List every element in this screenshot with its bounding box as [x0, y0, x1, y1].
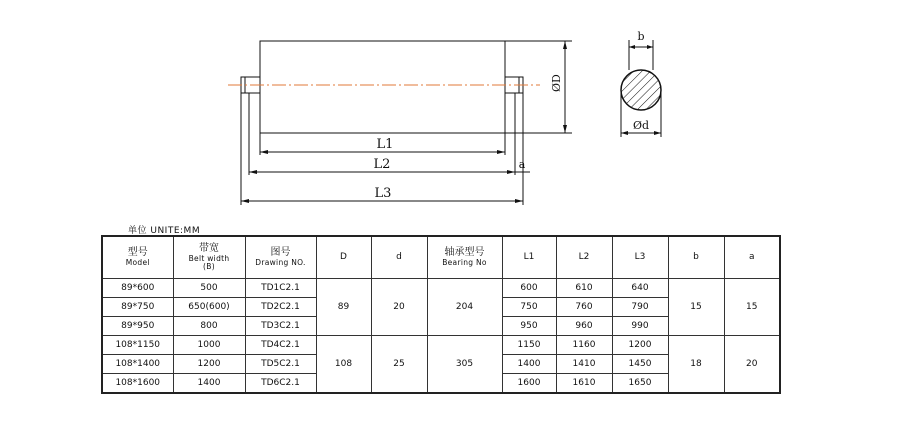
l2-label: L2 [373, 157, 391, 172]
header-model: 型号 Model [102, 236, 173, 279]
cell-drawing-no: TD5C2.1 [245, 355, 316, 374]
cell-L3: 990 [612, 317, 668, 336]
D-label: ØD [550, 74, 563, 92]
cell-model: 108*1400 [102, 355, 173, 374]
cell-L3: 1450 [612, 355, 668, 374]
cell-belt-width: 1200 [173, 355, 245, 374]
shaft-cross-section [621, 30, 661, 137]
header-belt-width: 带宽 Belt width (B) [173, 236, 245, 279]
cell-D: 89 [316, 279, 371, 336]
table-row [102, 336, 780, 355]
header-b: b [668, 236, 724, 279]
cell-a: 15 [724, 279, 780, 336]
table-row [102, 279, 780, 298]
cell-belt-width: 1000 [173, 336, 245, 355]
cell-drawing-no: TD1C2.1 [245, 279, 316, 298]
cell-L3: 1650 [612, 374, 668, 394]
header-bearing: 轴承型号 Bearing No [427, 236, 502, 279]
cell-L2: 960 [556, 317, 612, 336]
cell-L1: 1150 [502, 336, 556, 355]
cell-L1: 1600 [502, 374, 556, 394]
header-d: d [371, 236, 427, 279]
cell-model: 89*600 [102, 279, 173, 298]
cell-b: 15 [668, 279, 724, 336]
cell-L3: 640 [612, 279, 668, 298]
cell-L3: 790 [612, 298, 668, 317]
header-L2: L2 [556, 236, 612, 279]
cell-drawing-no: TD3C2.1 [245, 317, 316, 336]
header-L1: L1 [502, 236, 556, 279]
cell-L2: 1160 [556, 336, 612, 355]
cell-L2: 1410 [556, 355, 612, 374]
cell-L2: 760 [556, 298, 612, 317]
roller-body [260, 41, 505, 133]
l3-label: L3 [374, 186, 392, 201]
cell-model: 89*950 [102, 317, 173, 336]
cell-model: 108*1150 [102, 336, 173, 355]
cell-L2: 1610 [556, 374, 612, 394]
cell-d: 20 [371, 279, 427, 336]
cell-b: 18 [668, 336, 724, 394]
header-drawing-no: 图号 Drawing NO. [245, 236, 316, 279]
cell-D: 108 [316, 336, 371, 394]
header-L3: L3 [612, 236, 668, 279]
cell-L1: 950 [502, 317, 556, 336]
header-D: D [316, 236, 371, 279]
cell-d: 25 [371, 336, 427, 394]
cell-belt-width: 1400 [173, 374, 245, 394]
b-label: b [637, 30, 645, 43]
cell-bearing: 204 [427, 279, 502, 336]
cell-L1: 600 [502, 279, 556, 298]
cell-drawing-no: TD6C2.1 [245, 374, 316, 394]
cell-L2: 610 [556, 279, 612, 298]
header-row [102, 236, 780, 279]
cell-belt-width: 800 [173, 317, 245, 336]
cell-drawing-no: TD4C2.1 [245, 336, 316, 355]
cell-model: 89*750 [102, 298, 173, 317]
cell-belt-width: 650(600) [173, 298, 245, 317]
cell-model: 108*1600 [102, 374, 173, 394]
header-a: a [724, 236, 780, 279]
cell-L1: 750 [502, 298, 556, 317]
l1-label: L1 [376, 137, 394, 152]
cell-belt-width: 500 [173, 279, 245, 298]
cell-L3: 1200 [612, 336, 668, 355]
cell-L1: 1400 [502, 355, 556, 374]
unit-label: 单位 UNITE:MM [128, 226, 201, 236]
cell-drawing-no: TD2C2.1 [245, 298, 316, 317]
a-label: a [518, 158, 526, 171]
cell-bearing: 305 [427, 336, 502, 394]
spec-table [101, 235, 781, 394]
cell-a: 20 [724, 336, 780, 394]
d-label: Ød [632, 119, 650, 132]
